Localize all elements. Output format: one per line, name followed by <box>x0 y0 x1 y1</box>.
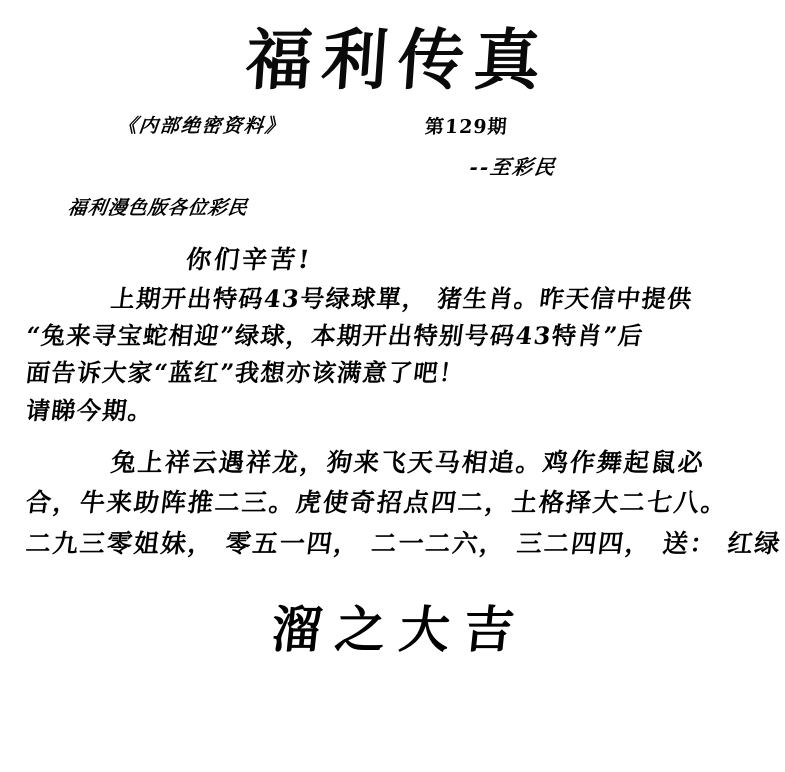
verse-line-1: 兔上祥云遇祥龙，狗来飞天马相追。鸡作舞起鼠必 <box>109 447 707 477</box>
salutation-row <box>0 193 785 227</box>
subheader-secret-label: 《内部绝密资料》 <box>116 115 288 138</box>
footer-title: 溜之大吉 <box>268 600 531 660</box>
verse-block <box>24 443 784 565</box>
byline: --至彩民 <box>468 155 559 180</box>
page-title: 福利传真 <box>242 21 553 99</box>
verse-line-2: 合，牛来助阵推二三。虎使奇招点四二，土格择大二七八。 <box>24 488 730 518</box>
masthead <box>0 0 785 99</box>
footer <box>0 590 785 662</box>
greeting-line: 你们辛苦! <box>184 245 314 275</box>
body-content <box>0 241 785 564</box>
paragraph-line-2: “兔来寻宝蛇相迎”绿球，本期开出特别号码43特肖”后 <box>24 321 646 351</box>
byline-row <box>0 151 785 181</box>
subheader-row <box>0 111 785 145</box>
salutation: 福利漫色版各位彩民 <box>66 197 250 220</box>
issue-number: 第129期 <box>424 116 509 139</box>
paragraph-line-4: 请睇今期。 <box>24 395 156 425</box>
verse-line-3: 二九三零姐妹， 零五一四， 二一二六， 三二四四， 送： 红绿 <box>24 528 784 558</box>
paragraph-line-3: 面告诉大家“蓝红”我想亦该满意了吧！ <box>24 358 467 388</box>
paragraph-line-1: 上期开出特码43号绿球單， 猪生肖。昨天信中提供 <box>109 284 695 314</box>
